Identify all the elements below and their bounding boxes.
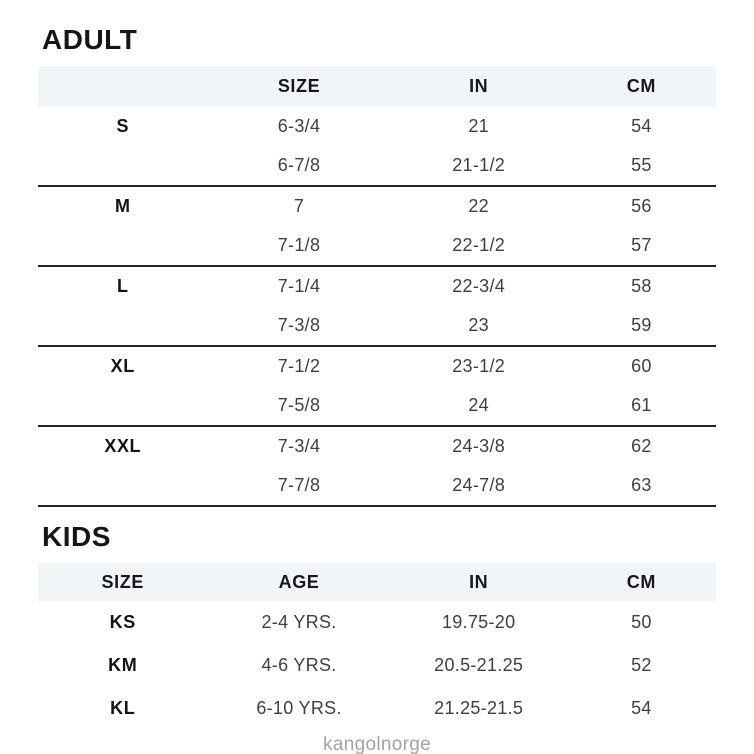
cm-value: 50	[631, 612, 652, 632]
in-value: 22-3/4	[452, 276, 506, 296]
adult-table-header	[38, 66, 716, 107]
table-row	[38, 687, 716, 730]
kids-header-in: IN	[469, 571, 489, 592]
in-value: 24-3/8	[452, 436, 506, 456]
size-value: 7-5/8	[277, 395, 321, 415]
size-value: 6-3/4	[277, 116, 321, 136]
size-value: 7-3/8	[277, 315, 321, 335]
table-row	[38, 644, 716, 687]
kids-section-title: KIDS	[42, 521, 111, 552]
in-value: 24	[468, 395, 489, 415]
kids-header-cm: CM	[626, 571, 656, 592]
in-value: 22-1/2	[452, 235, 506, 255]
adult-header-in: IN	[469, 76, 489, 96]
kids-table-header	[38, 563, 716, 601]
in-value: 23	[468, 315, 489, 335]
adult-size-table	[38, 66, 716, 507]
cm-value: 61	[631, 395, 652, 415]
cm-value: 63	[631, 475, 652, 495]
cm-value: 58	[631, 276, 652, 296]
in-value: 23-1/2	[452, 356, 506, 376]
in-value: 19.75-20	[441, 612, 516, 632]
adult-group-xxl	[38, 427, 716, 507]
size-label: KS	[109, 612, 136, 632]
in-value: 21.25-21.5	[434, 698, 524, 718]
cm-value: 62	[631, 436, 652, 456]
in-value: 21-1/2	[452, 155, 506, 175]
in-value: 22	[468, 196, 489, 216]
table-row	[38, 601, 716, 644]
table-row	[38, 187, 716, 226]
kids-header-size: SIZE	[101, 571, 144, 592]
size-label: KL	[110, 698, 136, 718]
size-value: 6-7/8	[277, 155, 321, 175]
table-row	[38, 386, 716, 425]
adult-header-cm: CM	[626, 76, 656, 96]
size-value: 7	[293, 196, 305, 216]
size-label: S	[116, 116, 130, 136]
size-label: XXL	[104, 436, 142, 456]
age-value: 4-6 YRS.	[261, 655, 337, 675]
cm-value: 57	[631, 235, 652, 255]
table-row	[38, 306, 716, 345]
size-value: 7-1/2	[277, 356, 321, 376]
size-value: 7-1/8	[277, 235, 321, 255]
in-value: 24-7/8	[452, 475, 506, 495]
size-value: 7-3/4	[277, 436, 321, 456]
in-value: 21	[468, 116, 489, 136]
cm-value: 54	[631, 116, 652, 136]
adult-group-m	[38, 187, 716, 267]
cm-value: 60	[631, 356, 652, 376]
cm-value: 52	[631, 655, 652, 675]
cm-value: 54	[631, 698, 652, 718]
size-label: XL	[110, 356, 135, 376]
table-row	[38, 466, 716, 505]
adult-group-s	[38, 107, 716, 187]
age-value: 6-10 YRS.	[256, 698, 342, 718]
table-row	[38, 226, 716, 265]
adult-group-xl	[38, 347, 716, 427]
size-value: 7-7/8	[277, 475, 321, 495]
table-row	[38, 347, 716, 386]
table-row	[38, 427, 716, 466]
adult-header-size: SIZE	[277, 76, 321, 96]
kids-header-age: AGE	[278, 571, 320, 592]
age-value: 2-4 YRS.	[261, 612, 337, 632]
kids-size-table	[38, 563, 716, 730]
brand-footer: kangolnorge	[323, 734, 431, 754]
table-row	[38, 107, 716, 146]
cm-value: 56	[631, 196, 652, 216]
table-row	[38, 267, 716, 306]
size-label: M	[114, 196, 131, 216]
size-label: KM	[108, 655, 138, 675]
in-value: 20.5-21.25	[434, 655, 524, 675]
size-value: 7-1/4	[277, 276, 321, 296]
cm-value: 55	[631, 155, 652, 175]
cm-value: 59	[631, 315, 652, 335]
table-row	[38, 146, 716, 185]
adult-group-l	[38, 267, 716, 347]
adult-section-title: ADULT	[42, 24, 138, 55]
size-label: L	[116, 276, 129, 296]
